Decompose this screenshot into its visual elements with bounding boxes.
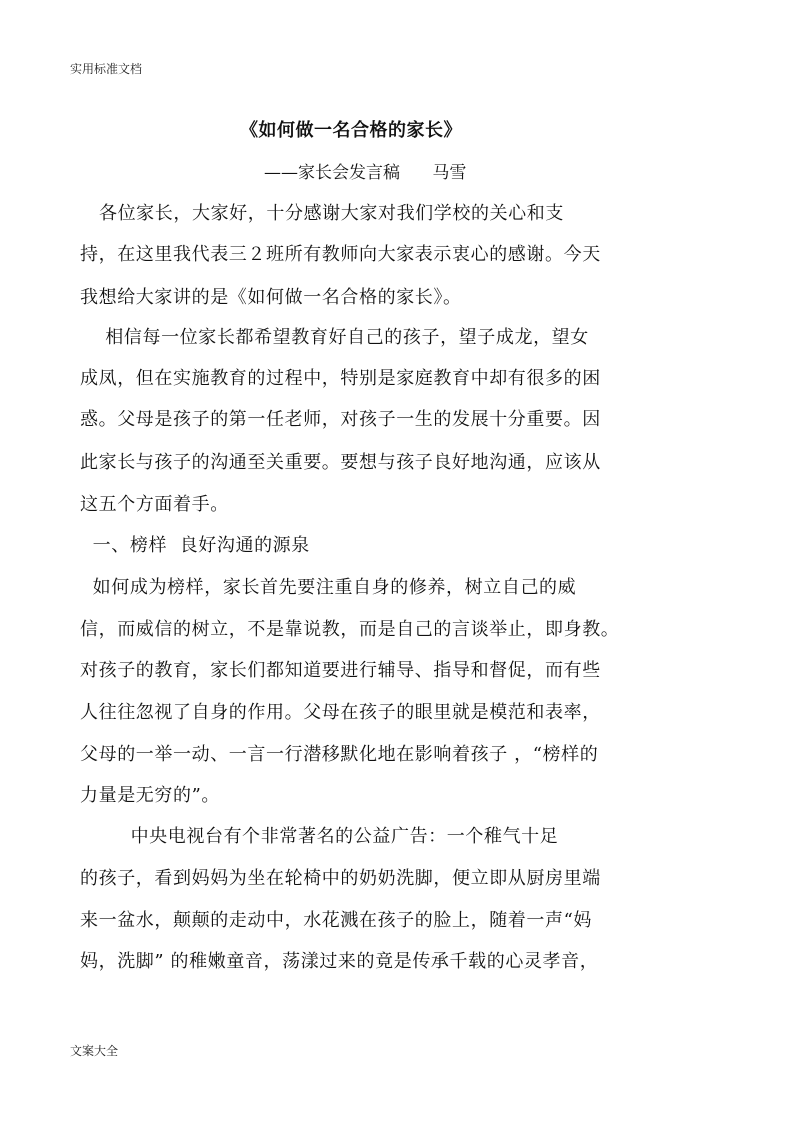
body-line: 父母的一举一动、一言一行潜移默化地在影响着孩子 ，“榜样的 [80,744,599,765]
body-line: 此家长与孩子的沟通至关重要。要想与孩子良好地沟通，应该从 [80,452,601,473]
document-title: 《如何做一名合格的家长》 [240,120,462,141]
body-line: 相信每一位家长都希望教育好自己的孩子，望子成龙，望女 [80,327,589,348]
body-line: 如何成为榜样，家长首先要注重自身的修养，树立自己的威 [80,577,577,598]
body-line: 信，而威信的树立，不是靠说教，而是自己的言谈举止，即身教。 [80,619,620,640]
body-line: 惑。父母是孩子的第一任老师，对孩子一生的发展十分重要。因 [80,409,601,430]
page-footer: 文案大全 [70,1044,119,1058]
body-line: 的孩子，看到妈妈为坐在轮椅中的奶奶洗脚，便立即从厨房里端 [80,868,601,889]
section-heading: 一、榜样 良好沟通的源泉 [80,535,310,556]
body-line: 成凤，但在实施教育的过程中，特别是家庭教育中却有很多的困 [80,368,601,389]
body-line: 中央电视台有个非常著名的公益广告：一个稚气十足 [80,826,559,847]
body-line: 人往往忽视了自身的作用。父母在孩子的眼里就是模范和表率， [80,702,601,723]
body-line: 持，在这里我代表三２班所有教师向大家表示衷心的感谢。今天 [80,244,601,265]
body-line: 各位家长，大家好，十分感谢大家对我们学校的关心和支 [80,203,564,224]
body-line: 对孩子的教育，家长们都知道要进行辅导、指导和督促，而有些 [80,660,601,681]
page-header: 实用标准文档 [70,62,143,76]
body-line: 这五个方面着手。 [80,494,229,515]
body-line: 力量是无穷的”。 [80,785,221,806]
body-line: 我想给大家讲的是《如何做一名合格的家长》。 [80,287,462,308]
document-subtitle: ——家长会发言稿 马雪 [264,163,467,183]
body-line: 来一盆水，颠颠的走动中，水花溅在孩子的脸上，随着一声“妈 [80,910,592,931]
body-line: 妈，洗脚” 的稚嫩童音，荡漾过来的竟是传承千载的心灵孝音， [80,951,599,972]
